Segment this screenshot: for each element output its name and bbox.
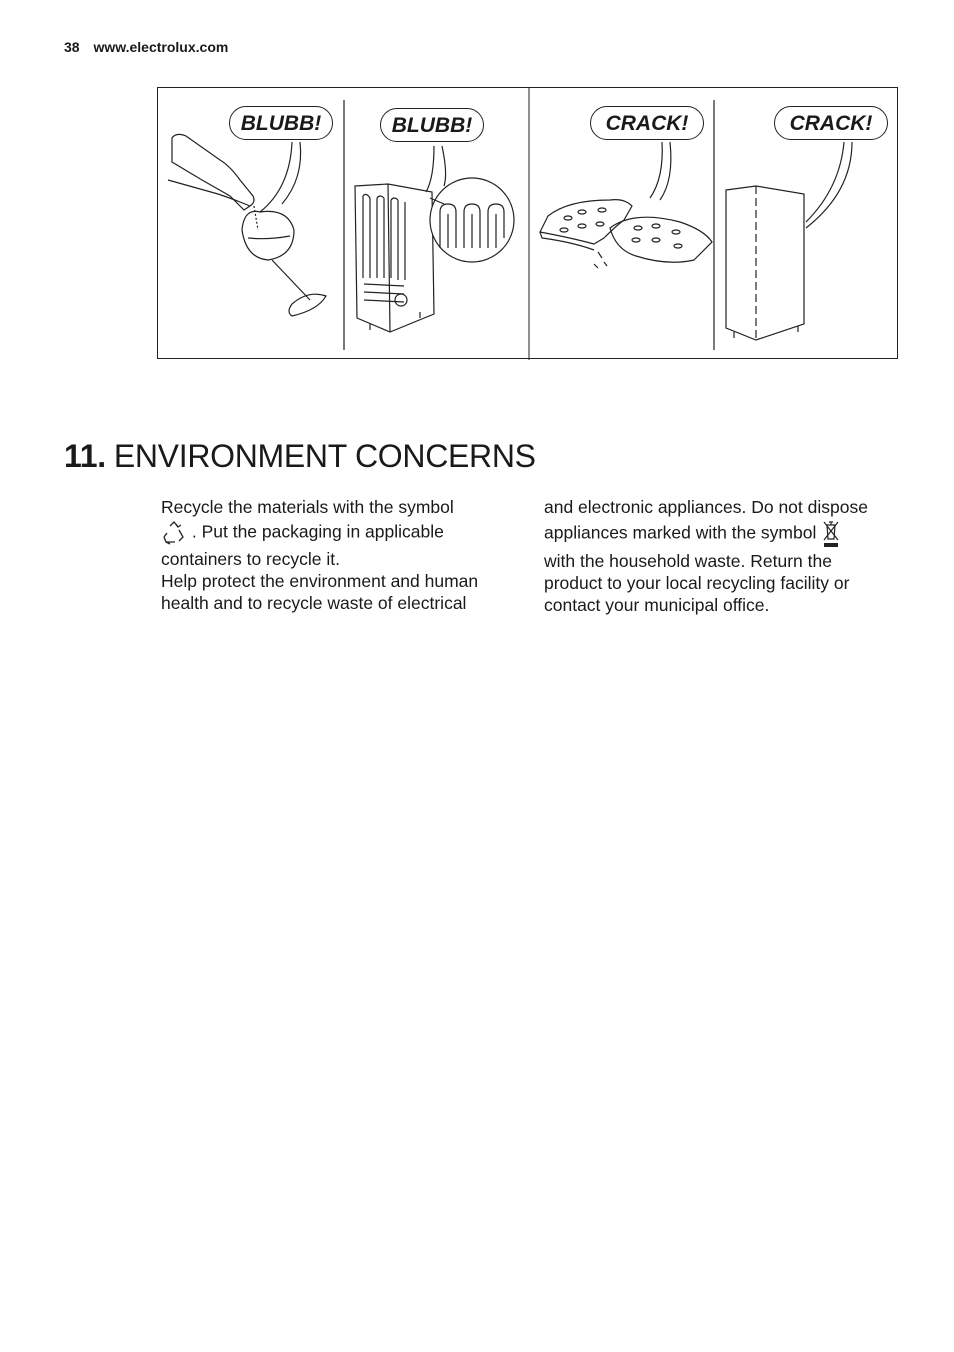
wine-glass-icon bbox=[242, 206, 326, 316]
recycle-icon bbox=[161, 520, 187, 546]
speech-bubble-blubb-1: BLUBB! bbox=[229, 106, 333, 140]
speech-bubble-blubb-2: BLUBB! bbox=[380, 108, 484, 142]
bubble-tail bbox=[426, 146, 434, 192]
section-number: 11. bbox=[64, 438, 106, 474]
crossed-bin-icon bbox=[821, 520, 841, 548]
noise-illustration-panel bbox=[157, 87, 898, 359]
speech-bubble-crack-1: CRACK! bbox=[590, 106, 704, 140]
bubble-tail bbox=[260, 142, 292, 212]
bubble-tail bbox=[650, 142, 662, 198]
page-number: 38 bbox=[64, 39, 80, 55]
body-line: health and to recycle waste of electrical bbox=[161, 593, 467, 613]
wine-bottle-icon bbox=[168, 134, 254, 210]
body-line: with the household waste. Return the bbox=[544, 551, 832, 571]
body-line: Help protect the environment and human bbox=[161, 571, 479, 591]
section-heading bbox=[64, 438, 536, 475]
body-line: contact your municipal office. bbox=[544, 595, 770, 615]
body-line bbox=[544, 520, 894, 548]
body-line: product to your local recycling facility or bbox=[544, 573, 850, 593]
section-title-text: ENVIRONMENT CONCERNS bbox=[113, 438, 536, 474]
body-line: Recycle the materials with the symbol bbox=[161, 497, 454, 517]
upright-fridge-icon bbox=[726, 186, 804, 340]
speech-bubble-crack-2: CRACK! bbox=[774, 106, 888, 140]
bubble-tail bbox=[660, 142, 671, 200]
magnified-coil-icon bbox=[430, 178, 514, 262]
body-line-text: . Put the packaging in applicable bbox=[187, 521, 444, 542]
bubble-tail bbox=[442, 146, 446, 186]
body-line: containers to recycle it. bbox=[161, 549, 340, 569]
website-url: www.electrolux.com bbox=[93, 39, 229, 55]
fridge-coil-icon bbox=[355, 184, 434, 332]
page-header bbox=[64, 39, 228, 55]
body-line-text: appliances marked with the symbol bbox=[544, 522, 822, 543]
ice-tray-icon bbox=[540, 200, 712, 268]
body-line bbox=[161, 520, 511, 546]
body-column-left bbox=[161, 496, 511, 614]
body-column-right bbox=[544, 496, 894, 616]
body-line: and electronic appliances. Do not dispose bbox=[544, 497, 868, 517]
